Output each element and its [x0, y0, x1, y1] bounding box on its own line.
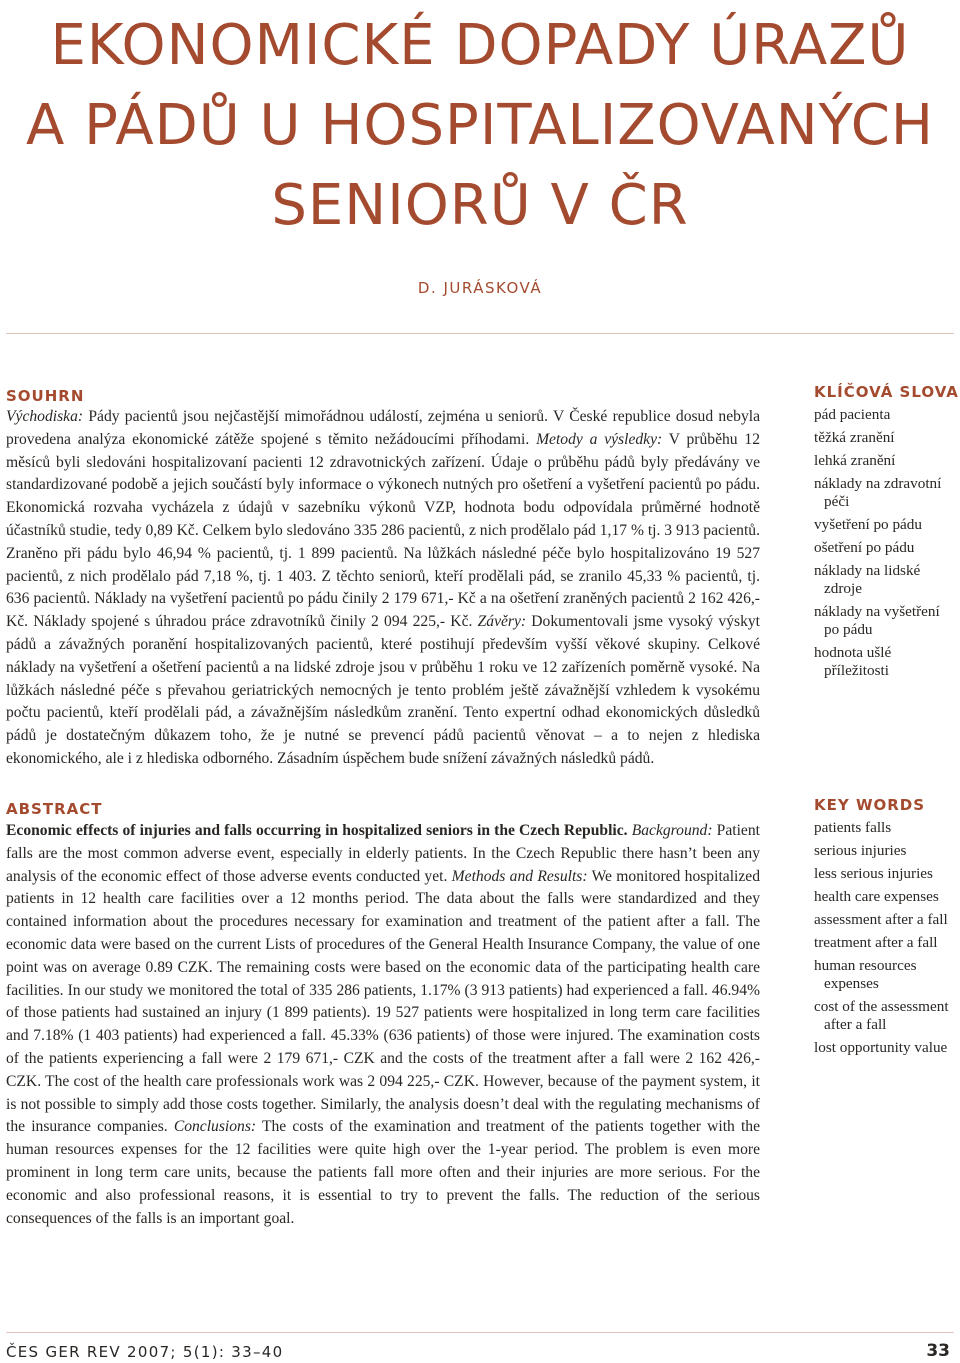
section-label: Závěry: [477, 613, 527, 631]
keyword-item: lost opportunity value [814, 1039, 948, 1056]
keyword-item: serious injuries [814, 842, 907, 859]
abstract-text: Economic effects of injuries and falls occurring in hospitalized seniors in the Czech Republic. Background: Patient falls are the most common adverse event, especially in elderly patients. In the Czech Republic there hasn’t been any analysis of the economic effect of those adverse events conducted yet. Methods and Results: We monitored hospitalized patients in 12 health care facilities over a 12 months period. The data about the falls were standardized and they contained information about the procedures necessary for examination and treatment of the patient after a fall. The economic data were based on the current Lists of procedures of the General Health Insurance Company, the value of one point was on average 0.89 CZK. The remaining costs were based on the economic data of the participating health care facilities. In our study we monitored the total of 335 286 patients, 1.17% (3 913 patients) had experienced a fall. 46.94% of those patients had sustained an injury (1 899 patients). 19 527 patients were hospitalized in long term care facilities and 7.18% (1 403 patients) had experienced a fall. 45.33% (636 patients) of those were injured. The examination costs of the patients experiencing a fall were 2 179 671,- CZK and the costs of the treatment after a fall were 2 162 426,- CZK. The cost of the health care professionals work was 2 094 225,- CZK. However, because of the payment system, it is not possible to simply add those costs together. Similarly, the analysis doesn’t deal with the regulating mechanisms of the insurance companies. Conclusions: The costs of the examination and treatment of the patients together with the human resources expenses for the 12 facilities were quite high over the 1-year period. The problem is even more prominent in long term care units, because the patients fall more often and their injuries are more serious. For the economic and also professional reasons, it is essential to try to prevent the falls. The reduction of the serious consequences of the falls is an important goal. [6, 822, 761, 1227]
abstract-title: Economic effects of injuries and falls occurring in hospitalized seniors in the Czech Republic. [6, 822, 628, 839]
author-name: D. JURÁSKOVÁ [417, 279, 543, 297]
section-label: Metody a výsledky: [536, 430, 663, 448]
title-line-3: SENIORŮ V ČR [271, 173, 689, 238]
title-line-1: EKONOMICKÉ DOPADY ÚRAZŮ [50, 13, 910, 78]
article-title [0, 6, 960, 246]
title-line-2: A PÁDŮ U HOSPITALIZOVANÝCH [26, 93, 934, 158]
keyword-item: lehká zranění [814, 452, 896, 469]
keywords-cz-list [814, 406, 958, 685]
abstract-heading: ABSTRACT [6, 800, 103, 818]
keyword-item: health care expenses [814, 888, 939, 905]
keywords-en-list [814, 819, 958, 1062]
souhrn-text: Východiska: Pády pacientů jsou nejčastější mimořádnou událostí, zejména u seniorů. V České republice dosud nebyla provedena analýza ekonomické zátěže spojené s těmito nežádoucími příhodami. Metody a výsledky: V průběhu 12 měsíců byli sledováni hospitalizovaní pacienti 12 zdravotnických zařízení. Údaje o průběhu pádů byly předávány ve standardizované podobě a jejich součástí byly informace o výkonech nutných pro ošetření a vyšetření pacientů po pádu. Ekonomická rozvaha vycházela z údajů v sazebníku výkonů VZP, hodnota bodu odpovídala průměrné hodnotě účastníků studie, tedy 0,89 Kč. Celkem bylo sledováno 335 286 pacientů, z nich prodělalo pád 1,17 % tj. 3 913 pacientů. Zraněno při pádu bylo 46,94 % pacientů, tj. 1 899 pacientů. Na lůžkách následné péče bylo hospitalizováno 19 527 pacientů, z nich prodělalo pád 7,18 %, tj. 1 403. Z těchto seniorů, kteří prodělali pád, se zranilo 45,33 % pacientů, tj. 636 pacientů. Náklady na vyšetření pacientů po pádu činily 2 179 671,- Kč a na ošetření zraněných pacientů 2 162 426,- Kč. Náklady spojené s úhradou práce zdravotníků činily 2 094 225,- Kč. Závěry: Dokumentovali jsme vysoký výskyt pádů a závažných poranění hospitalizovaných pacientů, které postihují především vyšší věkové skupiny. Celkové náklady na vyšetření a ošetření pacientů a na lidské zdroje jsou v průběhu 1 roku ve 12 zařízeních poměrně vysoké. Na lůžkách následné péče s převahou geriatrických nemocných je tento problém ještě závažnější vzhledem k vysokému počtu pacientů, kteří prodělali pád, a závažnějším následkům zranění. Tento expertní odhad ekonomických důsledků pádů je dostatečným důkazem toho, že je nutné se prevencí pádů pacientů věnovat – a to nejen z hlediska ekonomického, ale i z hlediska odborného. Zásadním úspěchem bude snížení závažných následků pádů. [6, 408, 760, 767]
keyword-item: less serious injuries [814, 865, 933, 882]
section-label: Conclusions: [173, 1118, 257, 1136]
divider-bottom [6, 1332, 954, 1333]
page-number: 33 [926, 1341, 950, 1361]
keyword-item: hodnota ušlé příležitosti [814, 644, 892, 679]
keyword-item: náklady na vyšetření po pádu [814, 603, 940, 638]
keyword-item: cost of the assessment after a fall [814, 998, 949, 1033]
keyword-item: vyšetření po pádu [814, 516, 922, 533]
keyword-item: assessment after a fall [814, 911, 948, 928]
keyword-item: náklady na zdravotní péči [814, 475, 942, 510]
section-label: Background: [631, 822, 713, 839]
keyword-item: treatment after a fall [814, 934, 938, 951]
keywords-cz-heading: KLÍČOVÁ SLOVA [814, 383, 959, 401]
section-label: Methods and Results: [451, 867, 588, 885]
keyword-item: náklady na lidské zdroje [814, 562, 921, 597]
keywords-en-heading: KEY WORDS [814, 796, 926, 814]
journal-citation: ČES GER REV 2007; 5(1): 33–40 [6, 1343, 284, 1361]
keyword-item: pád pacienta [814, 406, 891, 423]
keyword-item: těžká zranění [814, 429, 895, 446]
keyword-item: human resources expenses [814, 957, 917, 992]
section-label: Východiska: [6, 408, 84, 425]
keyword-item: patients falls [814, 819, 892, 836]
divider-top [6, 333, 954, 334]
keyword-item: ošetření po pádu [814, 539, 915, 556]
souhrn-heading: SOUHRN [6, 387, 85, 405]
